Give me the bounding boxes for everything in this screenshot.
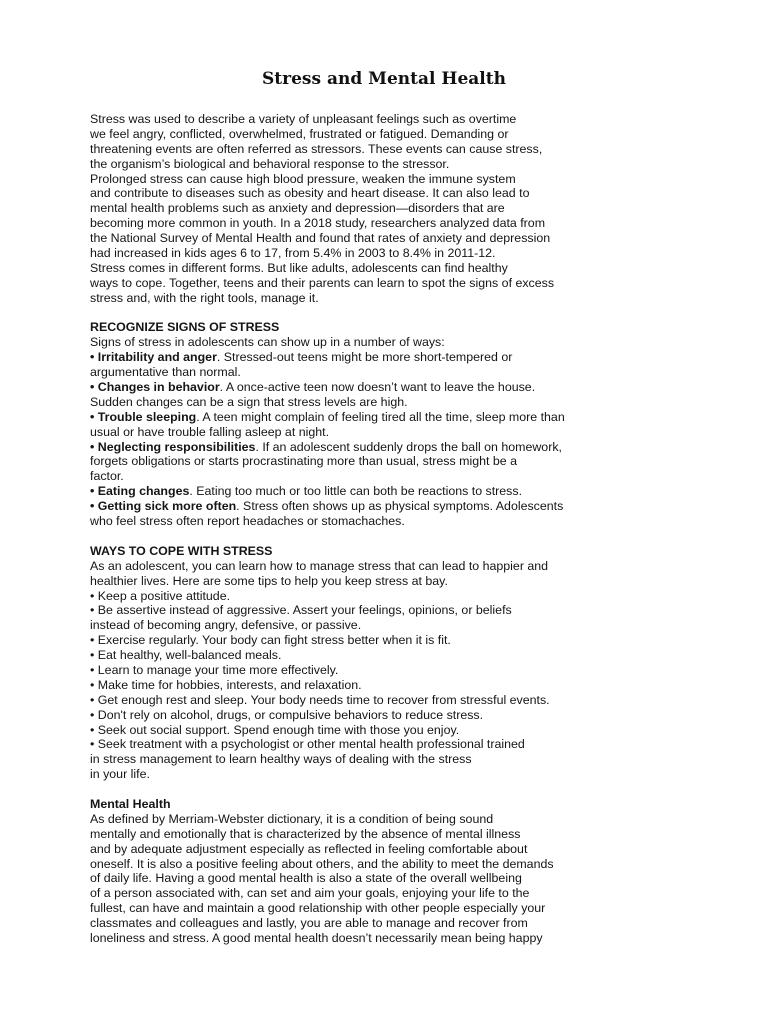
sign-sleeping: [90, 410, 690, 425]
sign-term: • Changes in behavior: [90, 380, 220, 395]
mental-health-line: classmates and colleagues and lastly, you are able to manage and recover from: [90, 916, 528, 931]
mental-health-line: mentally and emotionally that is characterized by the absence of mental illness: [90, 826, 521, 841]
sign-term: • Getting sick more often: [90, 499, 237, 514]
cope-line: • Get enough rest and sleep. Your body needs time to recover from stressful events.: [90, 692, 550, 707]
mental-health-line: of a person associated with, can set and aim your goals, enjoying your life to the: [90, 886, 530, 901]
intro-line: mental health problems such as anxiety and depression—disorders that are: [90, 201, 505, 216]
mental-health-section: [90, 797, 690, 946]
cope-section: [90, 544, 690, 782]
sign-text: . A once-active teen now doesn’t want to leave the house.: [219, 380, 536, 395]
cope-line: in your life.: [90, 767, 150, 782]
mental-health-heading: Mental Health: [90, 796, 171, 811]
cope-line: • Eat healthy, well-balanced meals.: [90, 648, 282, 663]
intro-line: Stress comes in different forms. But like adults, adolescents can find healthy: [90, 260, 508, 275]
sign-text: . Eating too much or too little can both be reactions to stress.: [189, 484, 523, 499]
intro-line: and contribute to diseases such as obesity and heart disease. It can also lead to: [90, 186, 530, 201]
sign-neglecting: [90, 440, 690, 455]
mental-health-line: fullest, can have and maintain a good relationship with other people especially your: [90, 901, 546, 916]
cope-line: • Exercise regularly. Your body can fight stress better when it is fit.: [90, 633, 451, 648]
sign-text-cont: usual or have trouble falling asleep at night.: [90, 424, 330, 439]
cope-line: • Seek treatment with a psychologist or other mental health professional trained: [90, 737, 525, 752]
mental-health-line: of daily life. Having a good mental health is also a state of the overall wellbeing: [90, 871, 522, 886]
sign-term: • Eating changes: [90, 484, 190, 499]
signs-heading: RECOGNIZE SIGNS OF STRESS: [90, 320, 280, 335]
sign-text-cont: argumentative than normal.: [90, 365, 241, 380]
cope-heading: WAYS TO COPE WITH STRESS: [90, 543, 273, 558]
cope-line: • Make time for hobbies, interests, and relaxation.: [90, 677, 362, 692]
mental-health-line: loneliness and stress. A good mental health doesn’t necessarily mean being happy: [90, 930, 543, 945]
intro-section: [90, 112, 690, 306]
sign-text: . Stress often shows up as physical symptoms. Adolescents: [236, 499, 564, 514]
sign-behavior: [90, 380, 690, 395]
cope-line: • Be assertive instead of aggressive. Assert your feelings, opinions, or beliefs: [90, 603, 512, 618]
sign-term: • Neglecting responsibilities: [90, 439, 256, 454]
cope-line: instead of becoming angry, defensive, or passive.: [90, 618, 362, 633]
sign-eating: [90, 484, 690, 499]
sign-text: . A teen might complain of feeling tired all the time, sleep more than: [196, 409, 565, 424]
intro-line: Prolonged stress can cause high blood pressure, weaken the immune system: [90, 171, 516, 186]
intro-line: ways to cope. Together, teens and their parents can learn to spot the signs of excess: [90, 275, 555, 290]
cope-line: • Seek out social support. Spend enough time with those you enjoy.: [90, 722, 460, 737]
cope-line: • Learn to manage your time more effectively.: [90, 662, 339, 677]
intro-line: becoming more common in youth. In a 2018 study, researchers analyzed data from: [90, 216, 546, 231]
sign-sick: [90, 499, 690, 514]
intro-line: we feel angry, conflicted, overwhelmed, frustrated or fatigued. Demanding or: [90, 126, 509, 141]
sign-text: . If an adolescent suddenly drops the ball on homework,: [255, 439, 562, 454]
cope-line: • Keep a positive attitude.: [90, 588, 231, 603]
sign-term: • Trouble sleeping: [90, 409, 197, 424]
cope-line: • Don't rely on alcohol, drugs, or compulsive behaviors to reduce stress.: [90, 707, 484, 722]
mental-health-line: oneself. It is also a positive feeling about others, and the ability to meet the demands: [90, 856, 554, 871]
mental-health-line: and by adequate adjustment especially as reflected in feeling comfortable about: [90, 841, 528, 856]
intro-line: threatening events are often referred as stressors. These events can cause stress,: [90, 141, 543, 156]
paragraph-gap: [90, 306, 690, 321]
intro-line: Stress was used to describe a variety of unpleasant feelings such as overtime: [90, 112, 517, 126]
document-title: Stress and Mental Health: [262, 69, 506, 89]
mental-health-line: As defined by Merriam-Webster dictionary, it is a condition of being sound: [90, 811, 494, 826]
cope-line: healthier lives. Here are some tips to help you keep stress at bay.: [90, 573, 448, 588]
sign-text-cont: forgets obligations or starts procrastinating more than usual, stress might be a: [90, 454, 517, 469]
sign-irritability: [90, 350, 690, 365]
cope-line: in stress management to learn healthy ways of dealing with the stress: [90, 752, 472, 767]
paragraph-gap: [90, 782, 690, 797]
signs-lead: Signs of stress in adolescents can show up in a number of ways:: [90, 335, 445, 350]
intro-line: the organism’s biological and behavioral response to the stressor.: [90, 156, 450, 171]
sign-text-cont: Sudden changes can be a sign that stress levels are high.: [90, 394, 408, 409]
document-body: [90, 112, 690, 946]
cope-line: As an adolescent, you can learn how to manage stress that can lead to happier and: [90, 558, 549, 573]
paragraph-gap: [90, 529, 690, 544]
intro-line: the National Survey of Mental Health and found that rates of anxiety and depression: [90, 231, 551, 246]
signs-section: [90, 320, 690, 528]
intro-line: stress and, with the right tools, manage it.: [90, 290, 319, 305]
sign-term: • Irritability and anger: [90, 350, 217, 365]
sign-text: . Stressed-out teens might be more short-tempered or: [216, 350, 513, 365]
sign-text-cont: who feel stress often report headaches or stomachaches.: [90, 514, 405, 529]
intro-line: had increased in kids ages 6 to 17, from 5.4% in 2003 to 8.4% in 2011-12.: [90, 246, 496, 261]
sign-text-cont: factor.: [90, 469, 124, 484]
